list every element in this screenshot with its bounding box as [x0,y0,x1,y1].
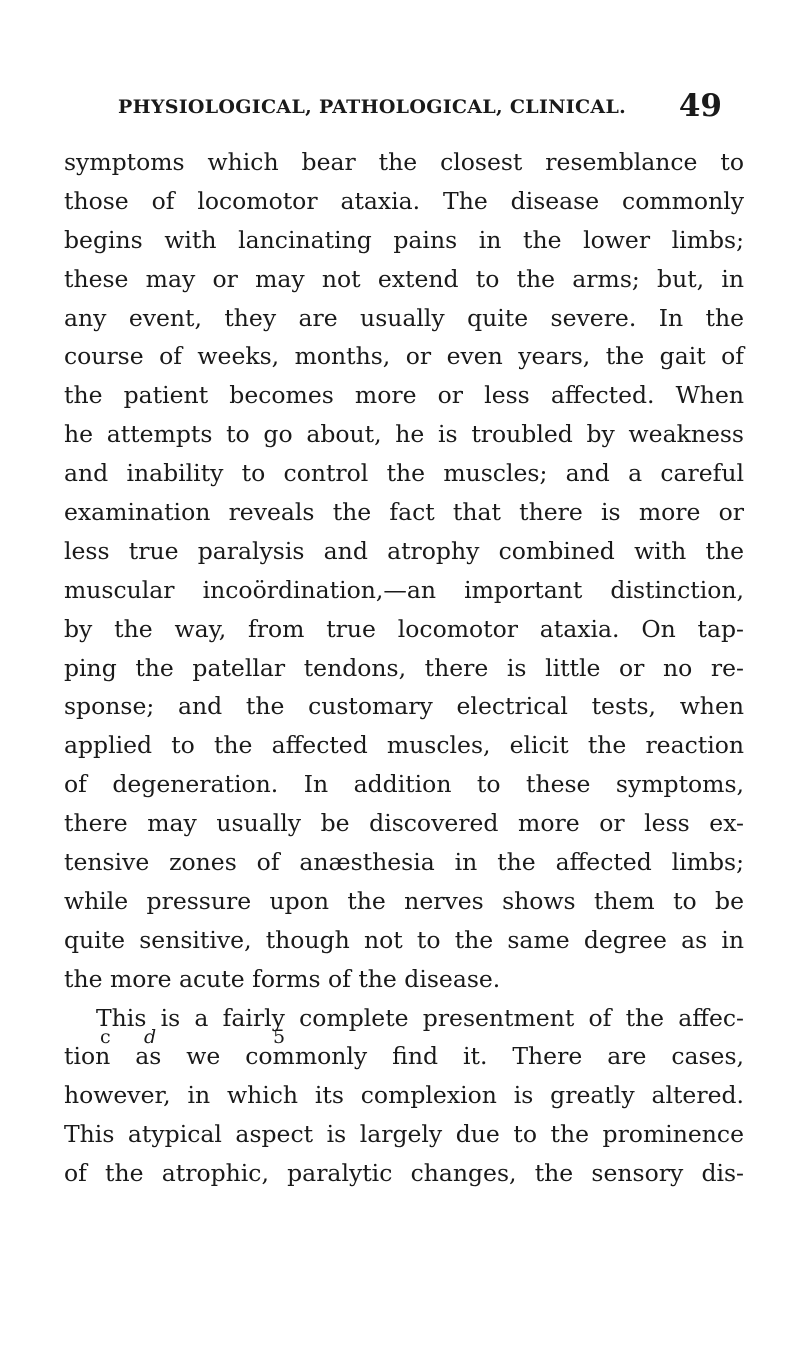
text-line: tensive zones of anæsthesia in the affected limbs; [64,848,744,877]
text-line: tion as we commonly find it. There are cases, [64,1042,744,1071]
running-title: PHYSIOLOGICAL, PATHOLOGICAL, CLINICAL. [118,96,627,118]
text-line: muscular incoördination,—an important distinction, [64,575,744,604]
text-line: symptoms which bear the closest resemblance to [64,148,744,176]
signature-letter-d: d [144,1026,157,1048]
text-line: sponse; and the customary electrical tests, when [64,692,744,721]
text-line: of degeneration. In addition to these symptoms, [64,770,744,799]
text-line: by the way, from true locomotor ataxia. On tap- [64,614,744,643]
text-line: This atypical aspect is largely due to the prominence [64,1120,744,1149]
text-line: while pressure upon the nerves shows them to be [64,886,744,915]
page-number: 49 [678,88,722,124]
text-line: applied to the affected muscles, elicit the reaction [64,731,744,760]
text-line: examination reveals the fact that there is more or [64,498,744,527]
running-head [118,90,722,126]
body-text [64,143,744,1193]
text-line: quite sensitive, though not to the same degree as in [64,925,744,954]
text-line: however, in which its complexion is greatly altered. [64,1081,744,1110]
text-line: he attempts to go about, he is troubled by weakness [64,420,744,449]
text-line: any event, they are usually quite severe. In the [64,303,744,332]
text-line: the patient becomes more or less affected. When [64,381,744,410]
text-line: ping the patellar tendons, there is little or no re- [64,653,744,682]
text-line: and inability to control the muscles; and a careful [64,459,744,488]
text-line: course of weeks, months, or even years, the gait of [64,342,744,371]
paragraph-last-line: the more acute forms of the disease. [64,964,501,993]
signature-letter-c: c [100,1026,111,1048]
signature-number: 5 [273,1026,286,1048]
text-line: these may or may not extend to the arms; but, in [64,264,744,293]
text-line: of the atrophic, paralytic changes, the sensory dis- [64,1159,744,1188]
text-line: there may usually be discovered more or less ex- [64,809,744,838]
text-line: those of locomotor ataxia. The disease commonly [64,186,744,215]
paragraph-first-line: This is a fairly complete presentment of the affec- [96,1003,744,1032]
text-line: less true paralysis and atrophy combined with the [64,536,744,565]
text-line: begins with lancinating pains in the lower limbs; [64,225,744,254]
